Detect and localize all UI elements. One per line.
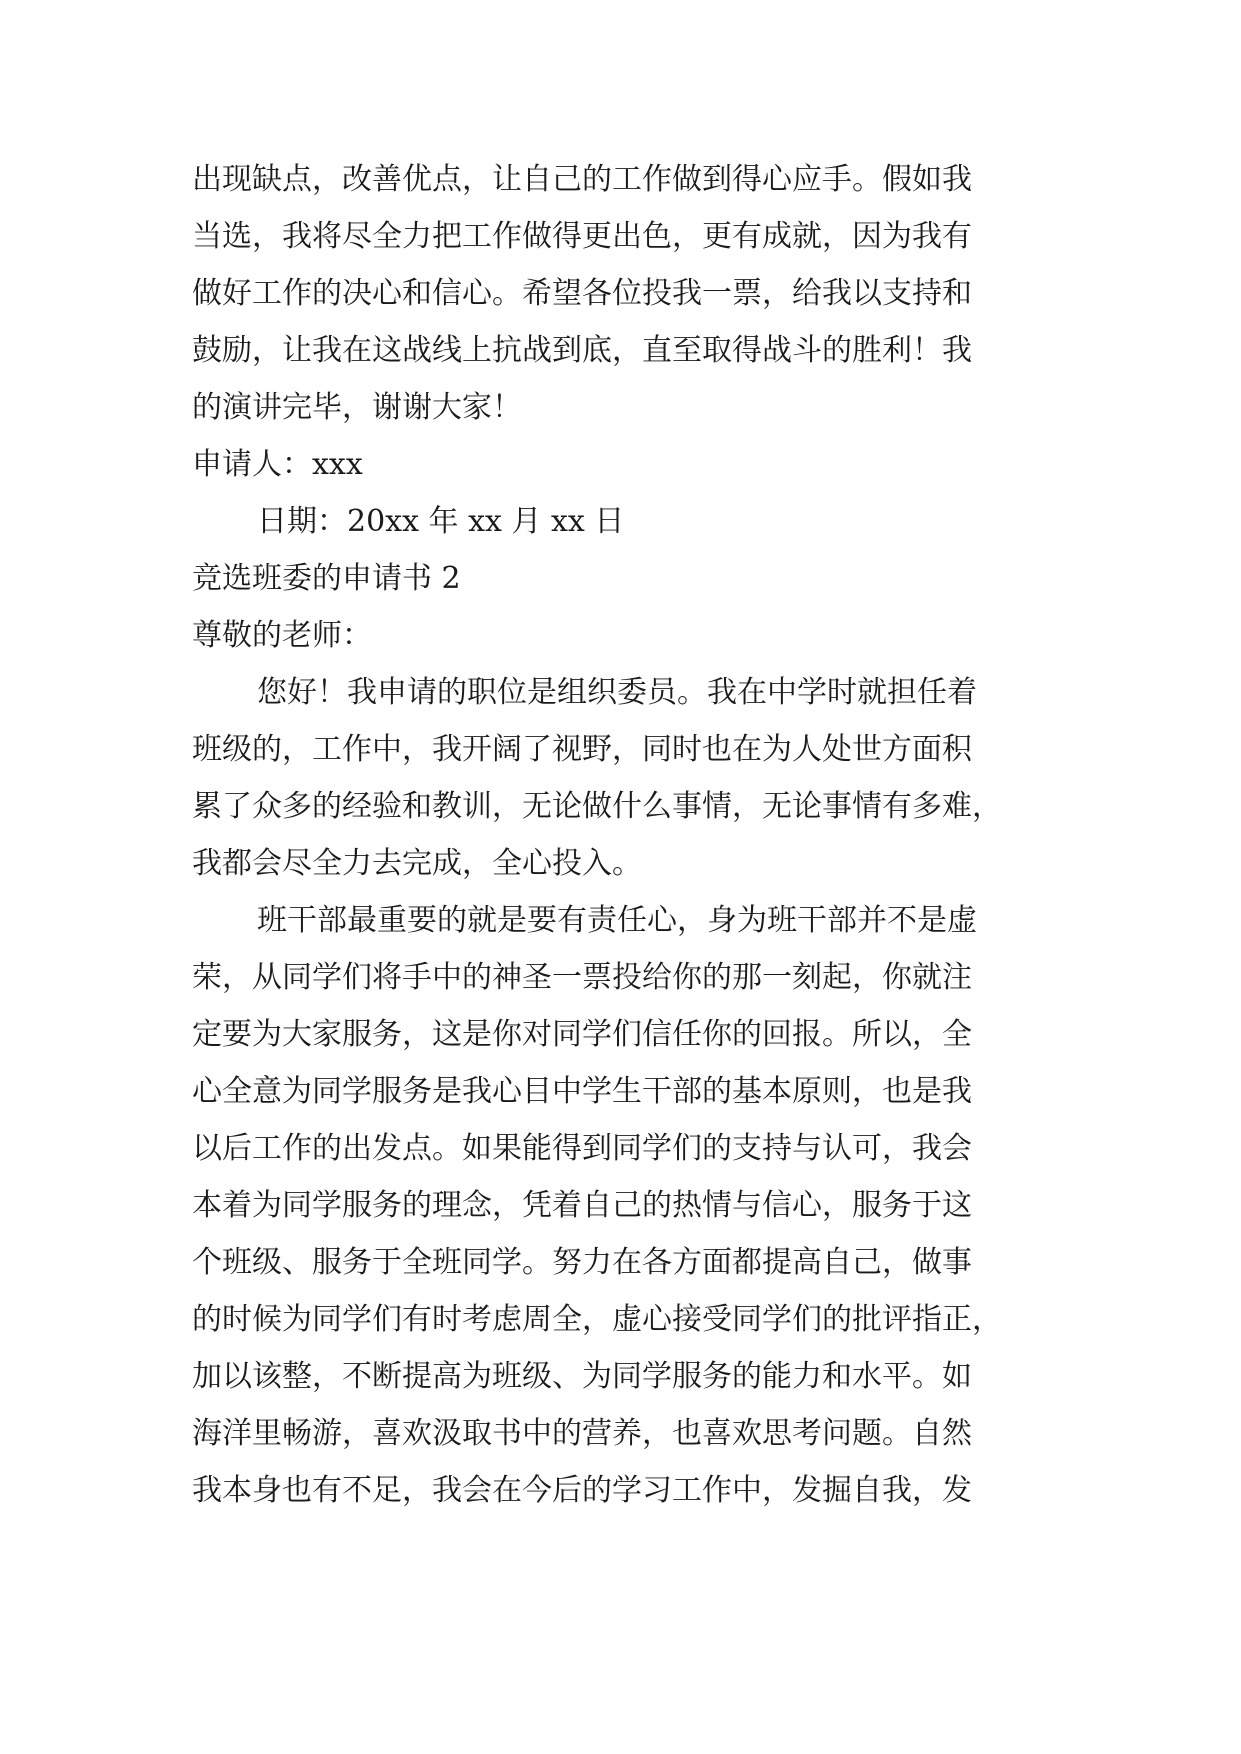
applicant-line: 申请人：xxx bbox=[192, 447, 363, 482]
paragraph-line: 定要为大家服务，这是你对同学们信任你的回报。所以，全 bbox=[192, 1017, 972, 1052]
section-title: 竞选班委的申请书 2 bbox=[192, 561, 461, 596]
paragraph-line: 您好！我申请的职位是组织委员。我在中学时就担任着 bbox=[257, 675, 977, 710]
paragraph-line: 个班级、服务于全班同学。努力在各方面都提高自己，做事 bbox=[192, 1245, 972, 1280]
paragraph-line: 我都会尽全力去完成，全心投入。 bbox=[192, 846, 642, 881]
paragraph-line: 心全意为同学服务是我心目中学生干部的基本原则，也是我 bbox=[192, 1074, 972, 1109]
date-line: 日期：20xx 年 xx 月 xx 日 bbox=[257, 504, 625, 539]
paragraph-line: 做好工作的决心和信心。希望各位投我一票，给我以支持和 bbox=[192, 276, 972, 311]
paragraph-line: 出现缺点，改善优点，让自己的工作做到得心应手。假如我 bbox=[192, 162, 972, 197]
paragraph-line: 以后工作的出发点。如果能得到同学们的支持与认可，我会 bbox=[192, 1131, 972, 1166]
paragraph-line: 鼓励，让我在这战线上抗战到底，直至取得战斗的胜利！我 bbox=[192, 333, 972, 368]
paragraph-line: 海洋里畅游，喜欢汲取书中的营养，也喜欢思考问题。自然 bbox=[192, 1416, 972, 1451]
salutation: 尊敬的老师： bbox=[192, 618, 372, 653]
paragraph-line: 加以该整，不断提高为班级、为同学服务的能力和水平。如 bbox=[192, 1359, 972, 1394]
paragraph-line: 班级的，工作中，我开阔了视野，同时也在为人处世方面积 bbox=[192, 732, 972, 767]
paragraph-line: 我本身也有不足，我会在今后的学习工作中，发掘自我，发 bbox=[192, 1473, 972, 1508]
paragraph-line: 荣，从同学们将手中的神圣一票投给你的那一刻起，你就注 bbox=[192, 960, 972, 995]
paragraph-line: 的演讲完毕，谢谢大家！ bbox=[192, 390, 522, 425]
paragraph-line: 本着为同学服务的理念，凭着自己的热情与信心，服务于这 bbox=[192, 1188, 972, 1223]
paragraph-line: 累了众多的经验和教训，无论做什么事情，无论事情有多难， bbox=[192, 789, 1002, 824]
paragraph-line: 班干部最重要的就是要有责任心，身为班干部并不是虚 bbox=[257, 903, 977, 938]
paragraph-line: 当选，我将尽全力把工作做得更出色，更有成就，因为我有 bbox=[192, 219, 972, 254]
paragraph-line: 的时候为同学们有时考虑周全，虚心接受同学们的批评指正， bbox=[192, 1302, 1002, 1337]
